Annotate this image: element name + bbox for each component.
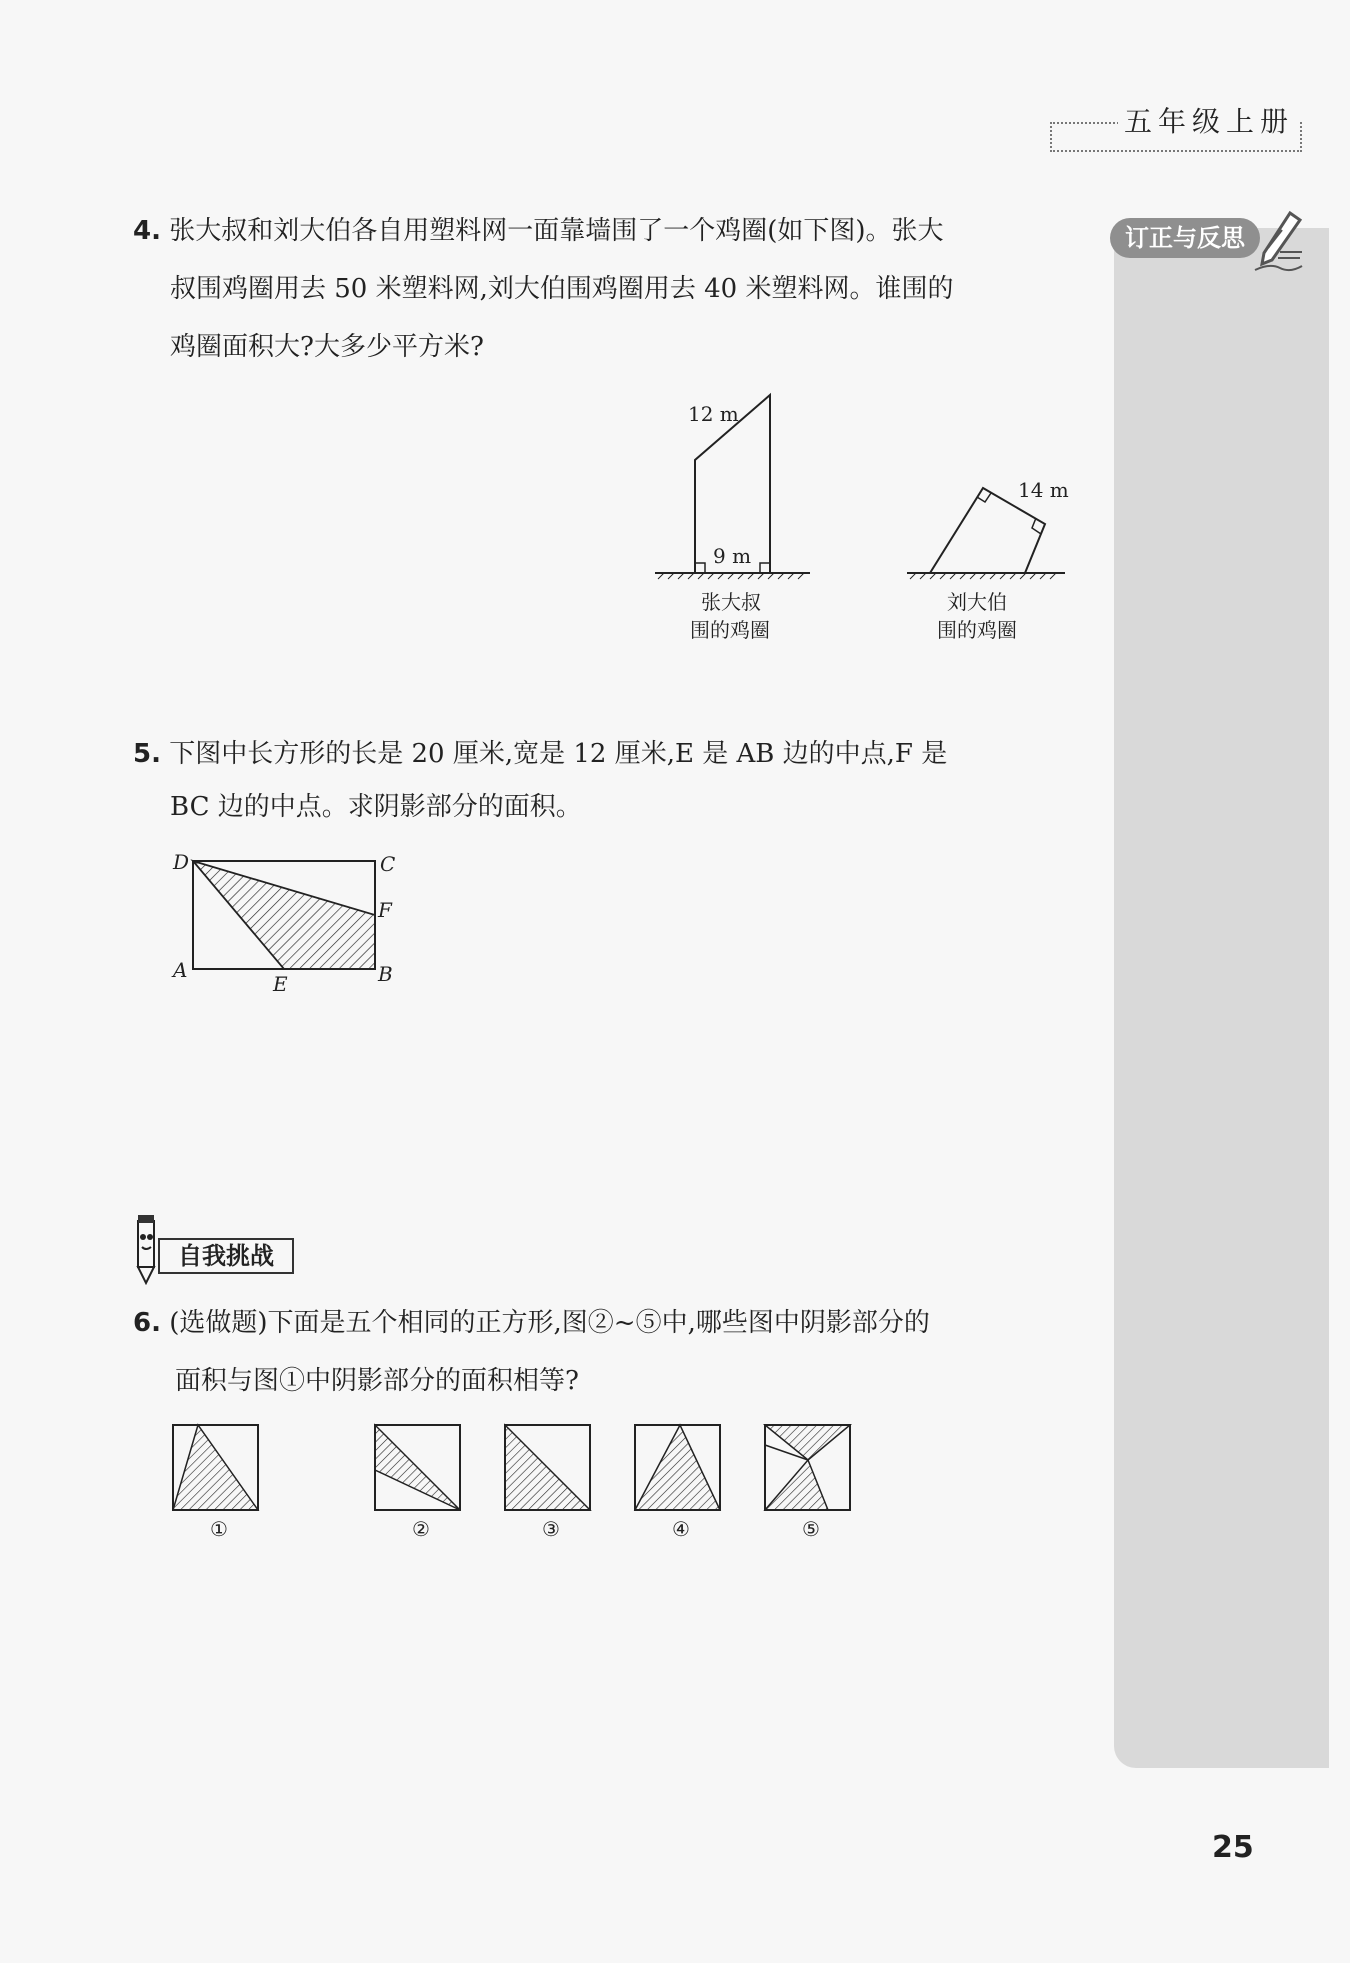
q4-line-2: 叔围鸡圈用去 50 米塑料网,刘大伯围鸡圈用去 40 米塑料网。谁围的 — [170, 274, 954, 304]
liu-caption-2: 围的鸡圈 — [937, 618, 1017, 642]
q4-line-3: 鸡圈面积大?大多少平方米? — [170, 332, 484, 362]
q4-line-1 — [133, 210, 944, 247]
q5-line-1 — [133, 733, 947, 770]
zhang-caption-1: 张大叔 — [701, 590, 761, 614]
q6-text-1: (选做题)下面是五个相同的正方形,图②~⑤中,哪些图中阴影部分的 — [169, 1308, 930, 1338]
challenge-title: 自我挑战 — [158, 1238, 294, 1274]
q5-number: 5. — [133, 739, 161, 769]
pencil-icon — [1250, 208, 1305, 278]
q4-text-1: 张大叔和刘大伯各自用塑料网一面靠墙围了一个鸡圈(如下图)。张大 — [169, 216, 944, 246]
liu-caption-1: 刘大伯 — [947, 590, 1007, 614]
q5-line-2: BC 边的中点。求阴影部分的面积。 — [170, 792, 582, 822]
squares-figure — [168, 1420, 868, 1515]
label-d: D — [173, 850, 190, 874]
zhang-bottom-label: 9 m — [713, 544, 752, 568]
square-2 — [375, 1425, 460, 1510]
page-number: 25 — [1212, 1830, 1254, 1865]
square-3 — [505, 1425, 590, 1510]
q6-number: 6. — [133, 1308, 161, 1338]
grade-label: 五年级上册 — [1118, 100, 1300, 140]
caption-1: ① — [210, 1517, 228, 1541]
q5-text-1: 下图中长方形的长是 20 厘米,宽是 12 厘米,E 是 AB 边的中点,F 是 — [169, 739, 948, 769]
square-1 — [173, 1425, 258, 1510]
rectangle-figure — [185, 855, 385, 975]
sidebar-tab-label: 订正与反思 — [1110, 218, 1260, 258]
label-f: F — [378, 898, 392, 922]
caption-3: ③ — [542, 1517, 560, 1541]
caption-4: ④ — [672, 1517, 690, 1541]
liu-side-label: 14 m — [1018, 478, 1069, 502]
zhang-caption-2: 围的鸡圈 — [690, 618, 770, 642]
zhang-top-label: 12 m — [688, 402, 739, 426]
q6-line-2: 面积与图①中阴影部分的面积相等? — [175, 1366, 579, 1396]
q6-line-1 — [133, 1302, 930, 1339]
label-b: B — [378, 962, 393, 986]
label-a: A — [173, 958, 188, 982]
caption-5: ⑤ — [802, 1517, 820, 1541]
q4-number: 4. — [133, 216, 161, 246]
correction-sidebar — [1114, 228, 1329, 1768]
caption-2: ② — [412, 1517, 430, 1541]
square-4 — [635, 1425, 720, 1510]
label-e: E — [273, 972, 288, 996]
square-5 — [765, 1425, 850, 1510]
label-c: C — [380, 852, 396, 876]
